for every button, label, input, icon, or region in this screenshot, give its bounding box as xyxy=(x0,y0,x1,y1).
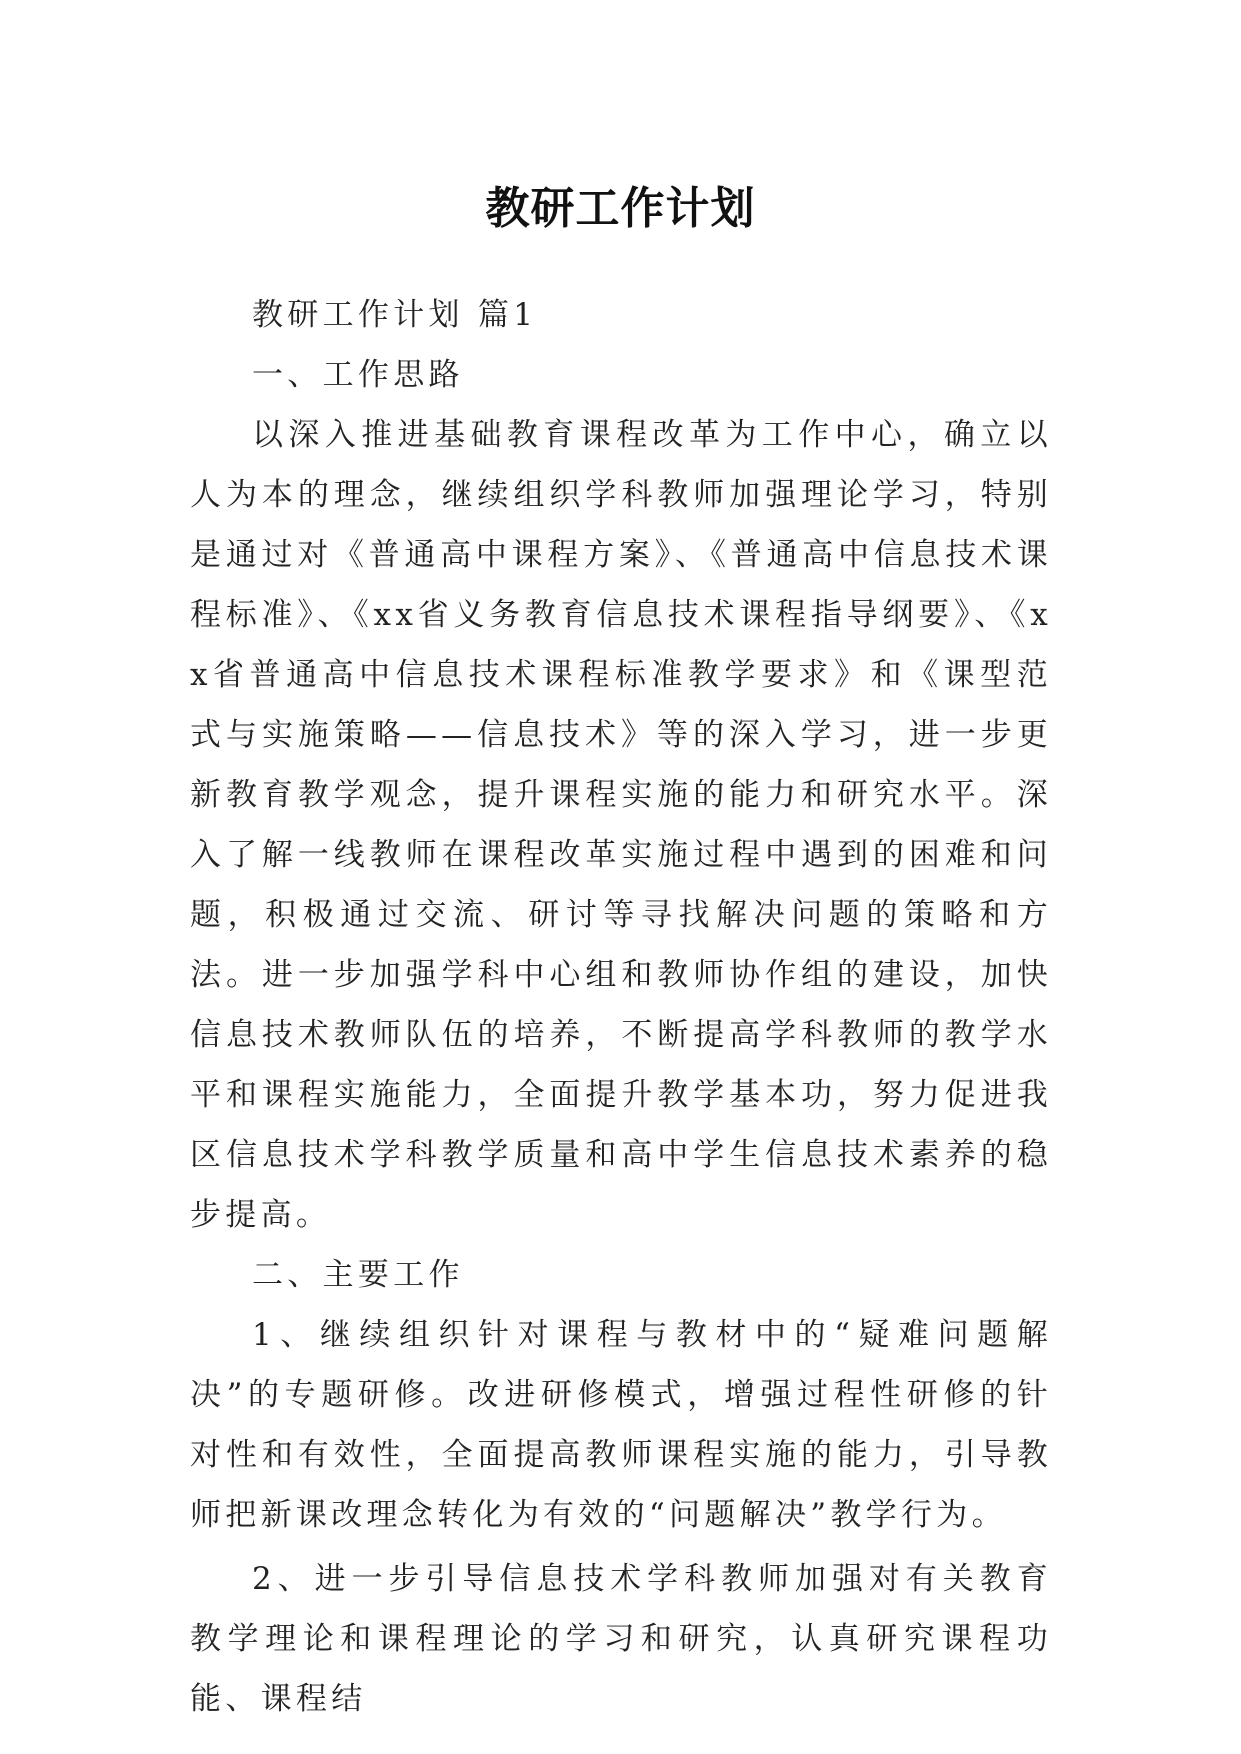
document-title: 教研工作计划 xyxy=(485,183,756,235)
paragraph-main-work-1: 1、继续组织针对课程与教材中的“疑难问题解决”的专题研修。改进研修模式，增强过程性研修的针对性和有效性，全面提高教师课程实施的能力，引导教师把新课改理念转化为有效的“问题解决”教学行为。 xyxy=(190,1317,1052,1533)
document-body xyxy=(190,285,1052,1729)
paragraph-work-approach: 以深入推进基础教育课程改革为工作中心，确立以人为本的理念，继续组织学科教师加强理论学习，特别是通过对《普通高中课程方案》、《普通高中信息技术课程标准》、《xx省义务教育信息技术课程指导纲要》、《xx省普通高中信息技术课程标准教学要求》和《课型范式与实施策略——信息技术》等的深入学习，进一步更新教育教学观念，提升课程实施的能力和研究水平。深入了解一线教师在课程改革实施过程中遇到的困难和问题，积极通过交流、研讨等寻找解决问题的策略和方法。进一步加强学科中心组和教师协作组的建设，加快信息技术教师队伍的培养，不断提高学科教师的教学水平和课程实施能力，全面提升教学基本功，努力促进我区信息技术学科教学质量和高中学生信息技术素养的稳步提高。 xyxy=(190,417,1052,1233)
section-heading-part-1: 教研工作计划 篇1 xyxy=(252,297,538,333)
subsection-heading-work-approach: 一、工作思路 xyxy=(252,357,464,393)
subsection-heading-main-work: 二、主要工作 xyxy=(252,1257,464,1293)
paragraph-main-work-2: 2、进一步引导信息技术学科教师加强对有关教育教学理论和课程理论的学习和研究，认真研究课程功能、课程结 xyxy=(190,1561,1052,1717)
